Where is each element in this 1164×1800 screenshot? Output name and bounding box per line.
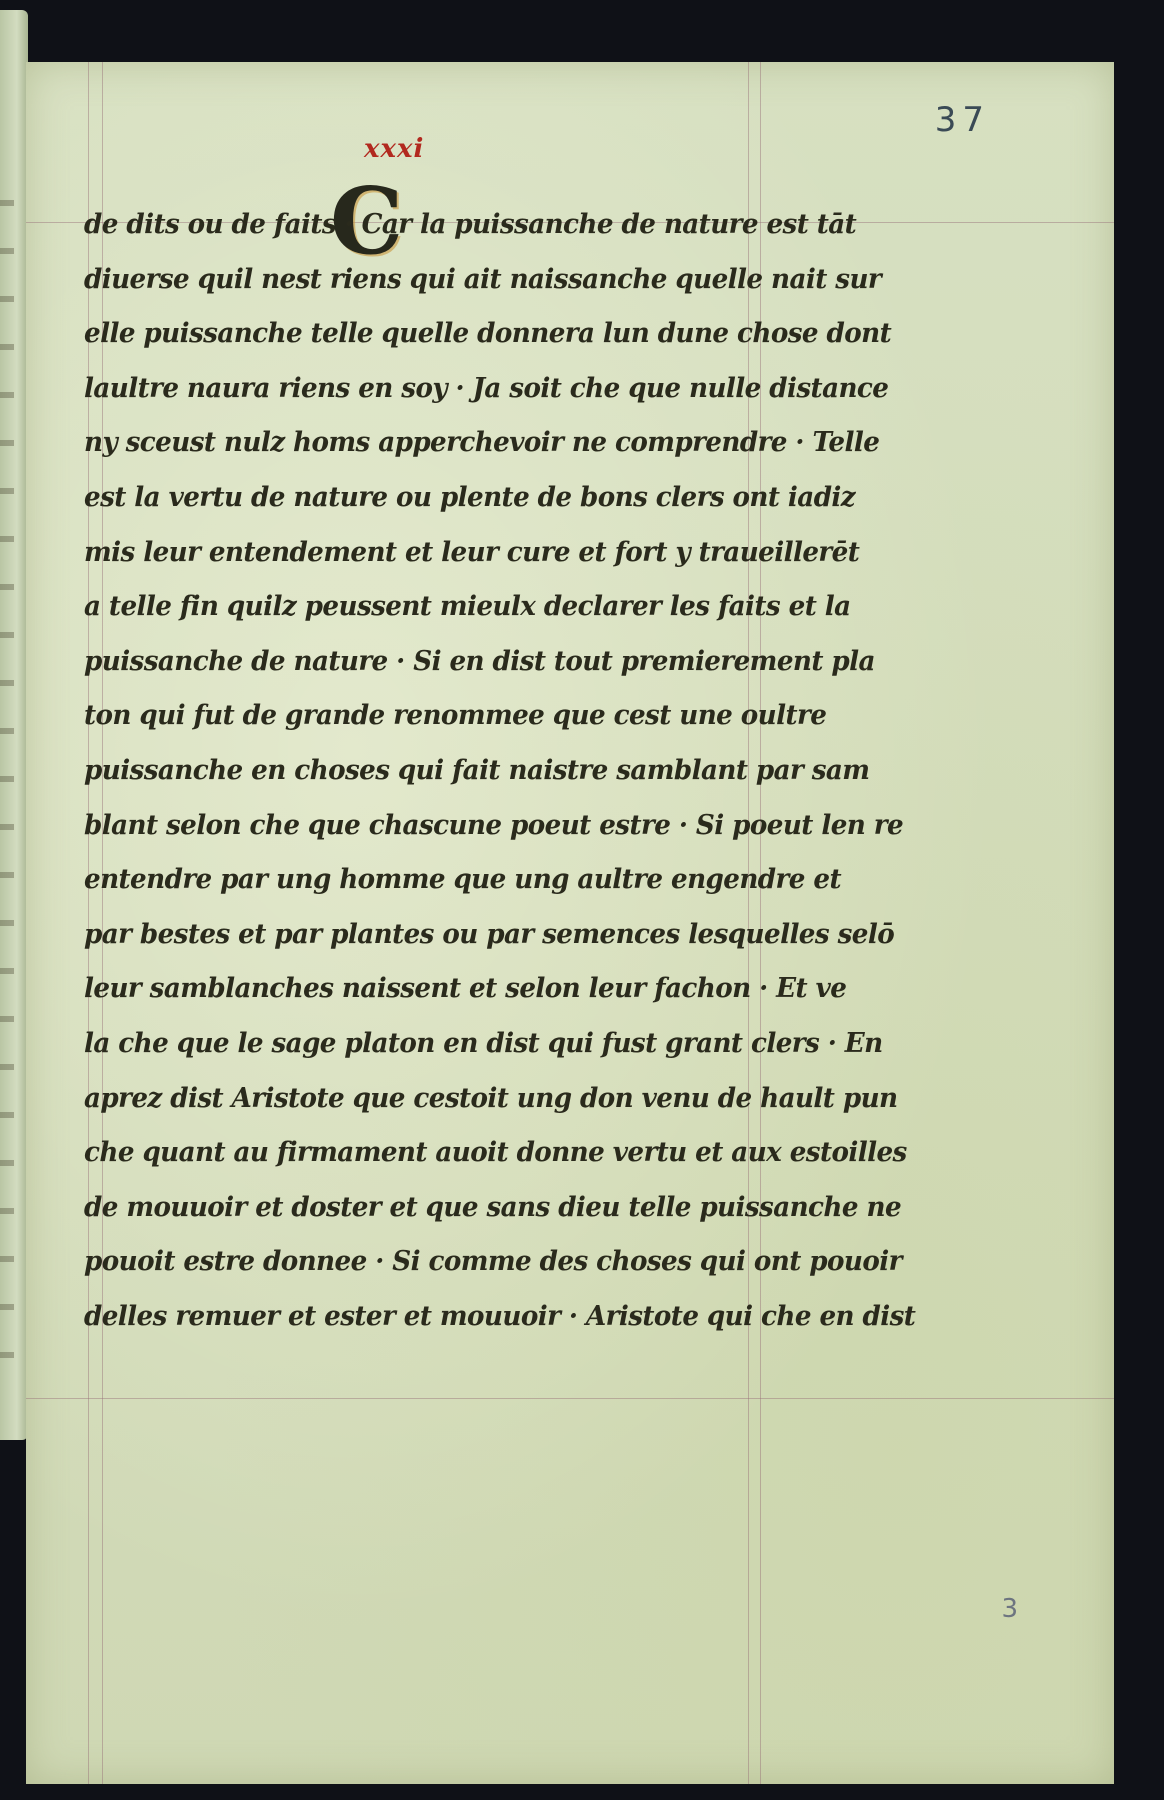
previous-leaf-text-traces [0,200,14,1400]
text-line: puissanche en choses qui fait naistre samblant par sam [84,754,870,786]
text-line: mis leur entendement et leur cure et fort y traueillerēt [84,536,860,568]
text-line: diuerse quil nest riens qui ait naissanche quelle nait sur [84,263,882,295]
text-line: laultre naura riens en soy · Ja soit che que nulle distance [84,372,889,404]
text-line: blant selon che que chascune poeut estre · Si poeut len re [84,809,904,841]
text-line: che quant au firmament auoit donne vertu et aux estoilles [84,1137,907,1169]
text-line: est la vertu de nature ou plente de bons clers ont iadiz [84,481,856,513]
text-line: de dits ou de faits · Car la puissanche de nature est tāt [84,209,857,240]
decorated-initial: C [330,167,404,275]
text-column [84,198,916,1344]
text-line: pouoit estre donnee · Si comme des choses qui ont pouoir [84,1246,902,1278]
text-line: puissanche de nature · Si en dist tout premierement pla [84,645,875,677]
previous-leaf-edge [0,10,28,1440]
text-line: entendre par ung homme que ung aultre engendre et [84,864,841,896]
chapter-number-rubric: xxxi [364,134,425,164]
text-line: leur samblanches naissent et selon leur fachon · Et ve [84,973,847,1005]
text-line: la che que le sage platon en dist qui fust grant clers · En [84,1027,883,1059]
ruling-horizontal-bottom [26,1398,1114,1399]
text-line: aprez dist Aristote que cestoit ung don venu de hault pun [84,1082,898,1114]
text-line: delles remuer et ester et mouuoir · Aristote qui che en dist [84,1300,916,1332]
manuscript-page [26,62,1114,1784]
text-line: de mouuoir et doster et que sans dieu telle puissanche ne [84,1191,902,1223]
text-line: elle puissanche telle quelle donnera lun dune chose dont [84,318,892,350]
text-line: par bestes et par plantes ou par semences lesquelles selō [84,918,895,950]
text-line: ny sceust nulz homs apperchevoir ne comprendre · Telle [84,427,880,459]
folio-number: 37 [934,100,990,140]
text-line: ton qui fut de grande renommee que cest une oultre [84,700,827,732]
text-line: a telle fin quilz peussent mieulx declarer les faits et la [84,591,851,623]
quire-mark: 3 [1001,1594,1018,1624]
